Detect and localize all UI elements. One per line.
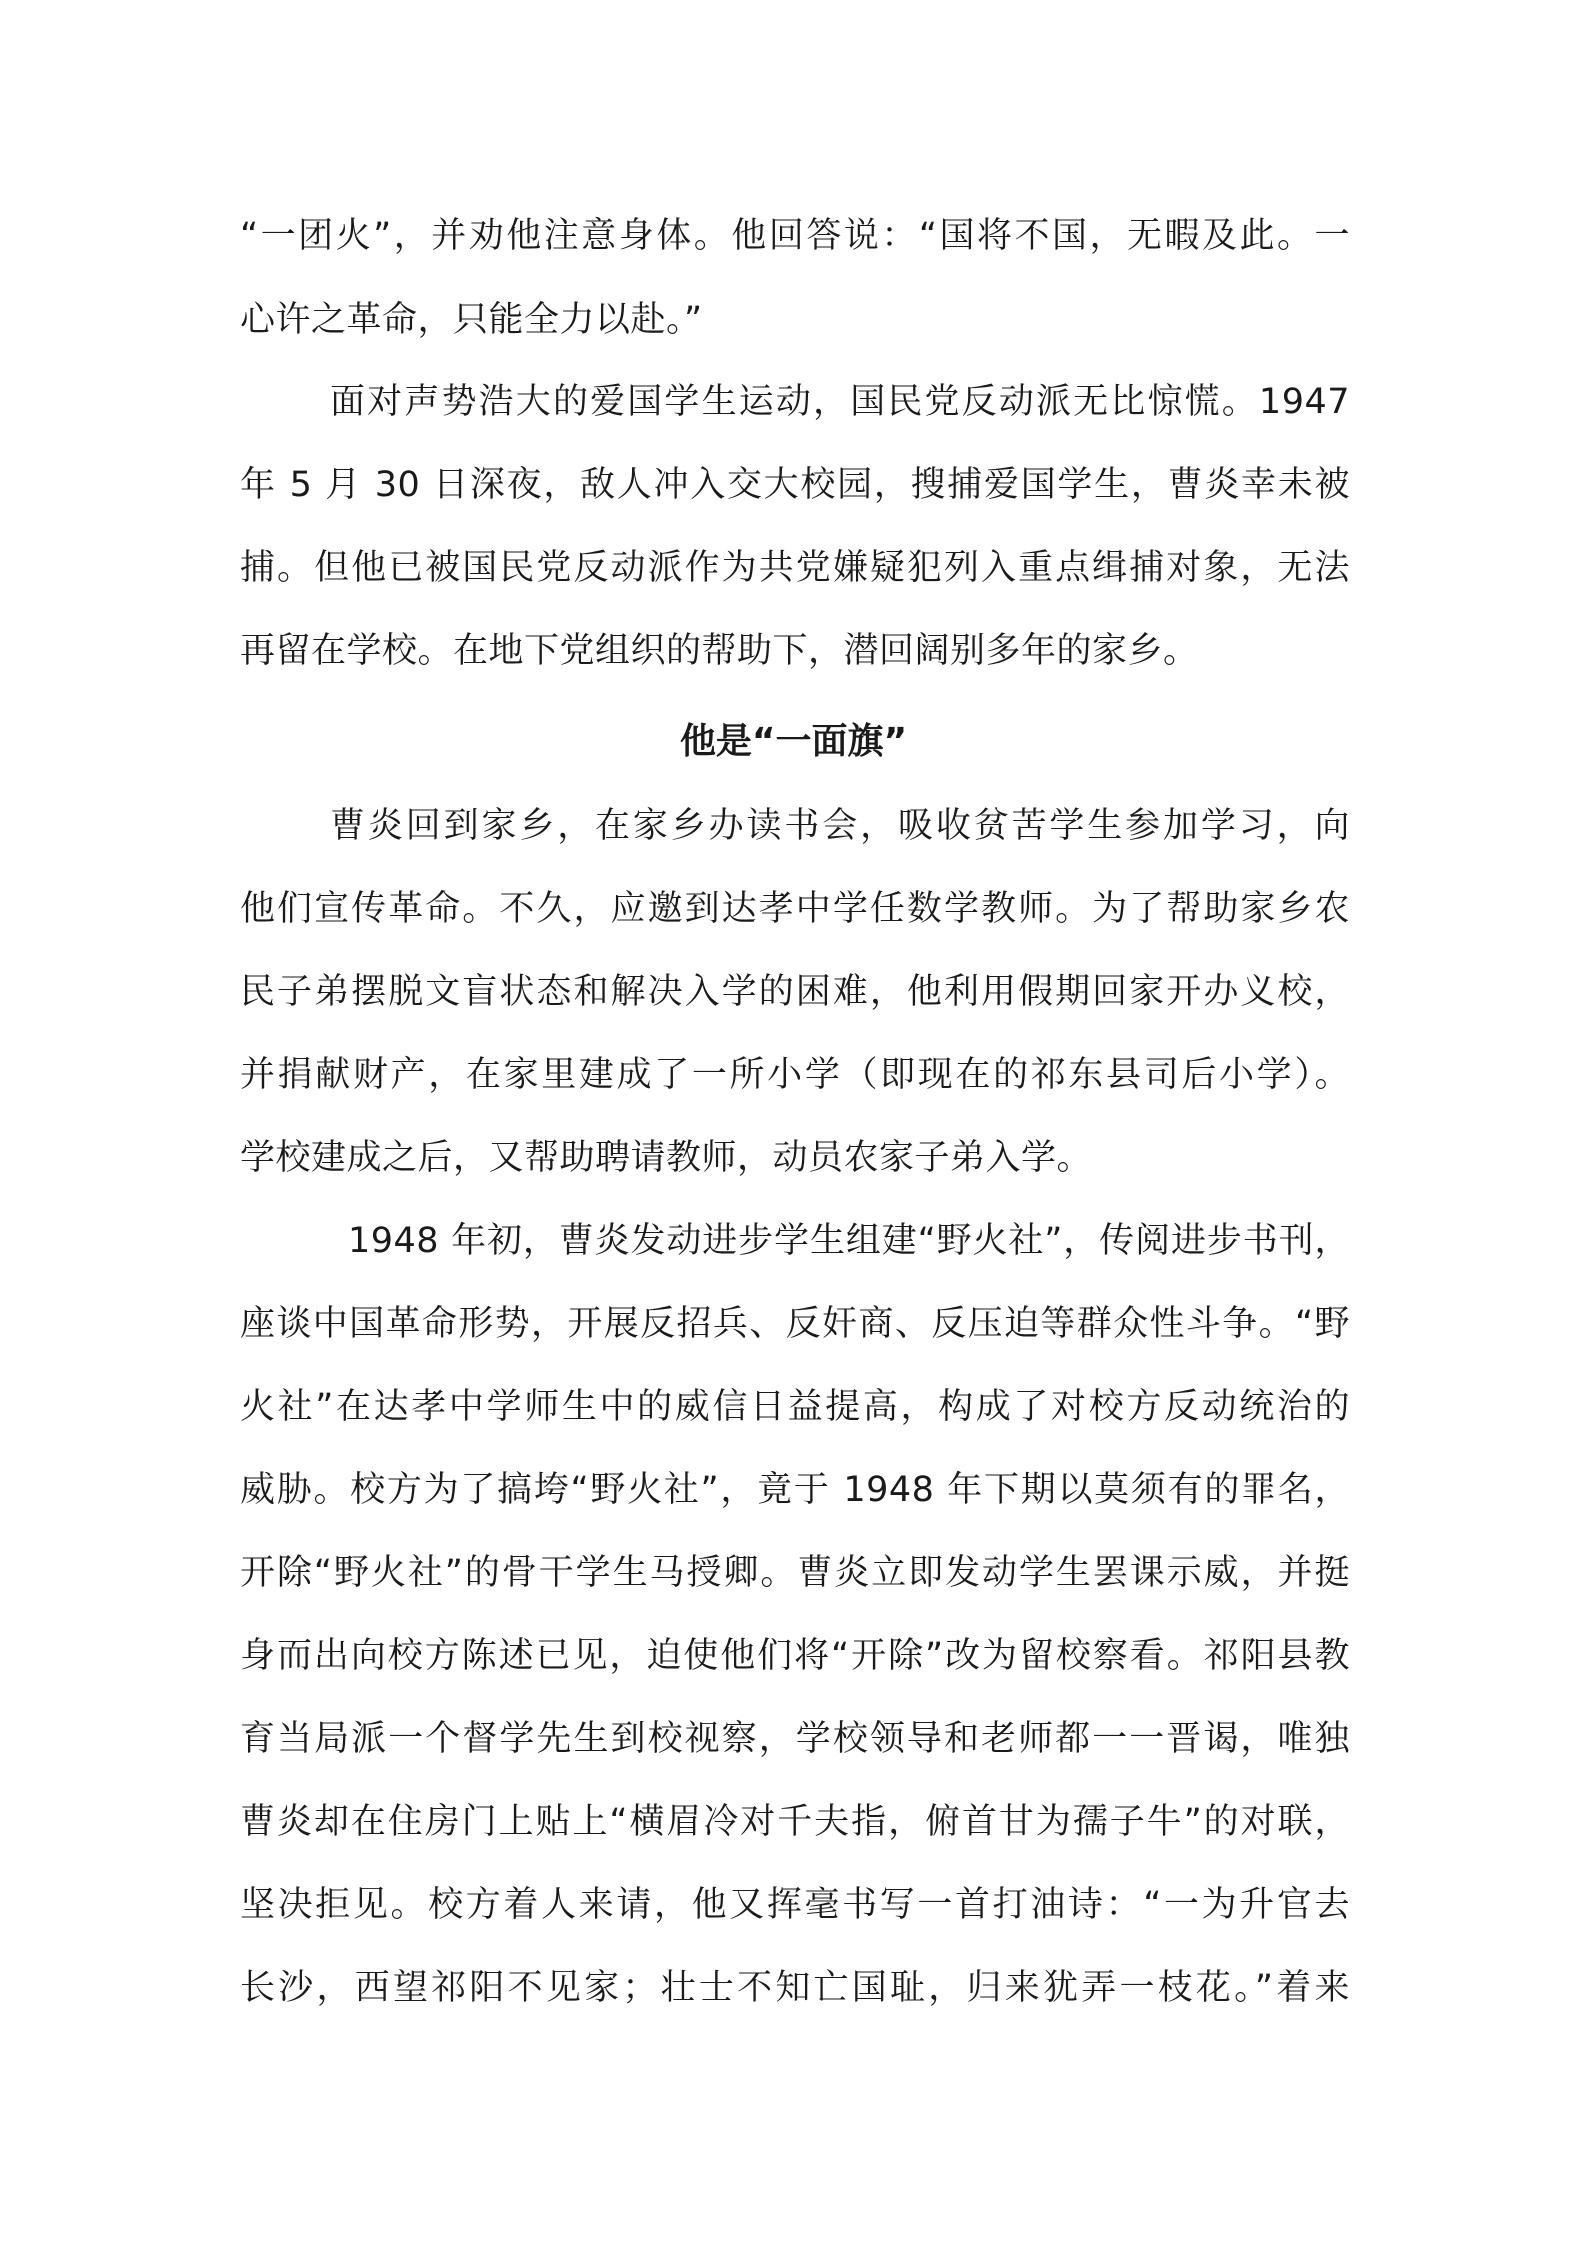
text-line: 威胁。校方为了搞垮“野火社”，竟于 1948 年下期以莫须有的罪名， xyxy=(240,1470,1350,1510)
text-line: 他们宣传革命。不久，应邀到达孝中学任数学教师。为了帮助家乡农 xyxy=(240,889,1350,929)
text-line: 长沙，西望祁阳不见家；壮士不知亡国耻，归来犹弄一枝花。”着来 xyxy=(240,1968,1350,2008)
text-line: 身而出向校方陈述已见，迫使他们将“开除”改为留校察看。祁阳县教 xyxy=(240,1636,1350,1676)
text-line: 开除“野火社”的骨干学生马授卿。曹炎立即发动学生罢课示威，并挺 xyxy=(240,1553,1350,1593)
text-line: 座谈中国革命形势，开展反招兵、反奸商、反压迫等群众性斗争。“野 xyxy=(240,1304,1350,1344)
text-line: 1948 年初，曹炎发动进步学生组建“野火社”，传阅进步书刊， xyxy=(348,1221,1350,1261)
text-line: 捕。但他已被国民党反动派作为共党嫌疑犯列入重点缉捕对象，无法 xyxy=(240,548,1350,588)
text-line: 育当局派一个督学先生到校视察，学校领导和老师都一一晋谒，唯独 xyxy=(240,1719,1350,1759)
text-line: 曹炎回到家乡，在家乡办读书会，吸收贫苦学生参加学习，向 xyxy=(330,806,1350,846)
text-line: 坚决拒见。校方着人来请，他又挥毫书写一首打油诗：“一为升官去 xyxy=(240,1885,1350,1925)
text-line: “一团火”，并劝他注意身体。他回答说：“国将不国，无暇及此。一 xyxy=(240,216,1350,256)
text-line: 火社”在达孝中学师生中的威信日益提高，构成了对校方反动统治的 xyxy=(240,1387,1350,1427)
text-line: 心许之革命，只能全力以赴。” xyxy=(240,300,703,340)
text-line: 并捐献财产，在家里建成了一所小学（即现在的祁东县司后小学）。 xyxy=(240,1055,1350,1095)
text-line: 面对声势浩大的爱国学生运动，国民党反动派无比惊慌。1947 xyxy=(330,382,1350,422)
text-line: 民子弟摆脱文盲状态和解决入学的困难，他利用假期回家开办义校， xyxy=(240,972,1350,1012)
text-line: 曹炎却在住房门上贴上“横眉冷对千夫指，俯首甘为孺子牛”的对联， xyxy=(240,1802,1350,1842)
text-line: 再留在学校。在地下党组织的帮助下，潜回阔别多年的家乡。 xyxy=(240,631,1199,671)
text-line: 年 5 月 30 日深夜，敌人冲入交大校园，搜捕爱国学生，曹炎幸未被 xyxy=(240,465,1350,505)
text-line: 学校建成之后，又帮助聘请教师，动员农家子弟入学。 xyxy=(240,1138,1093,1178)
section-heading: 他是“一面旗” xyxy=(679,721,908,762)
